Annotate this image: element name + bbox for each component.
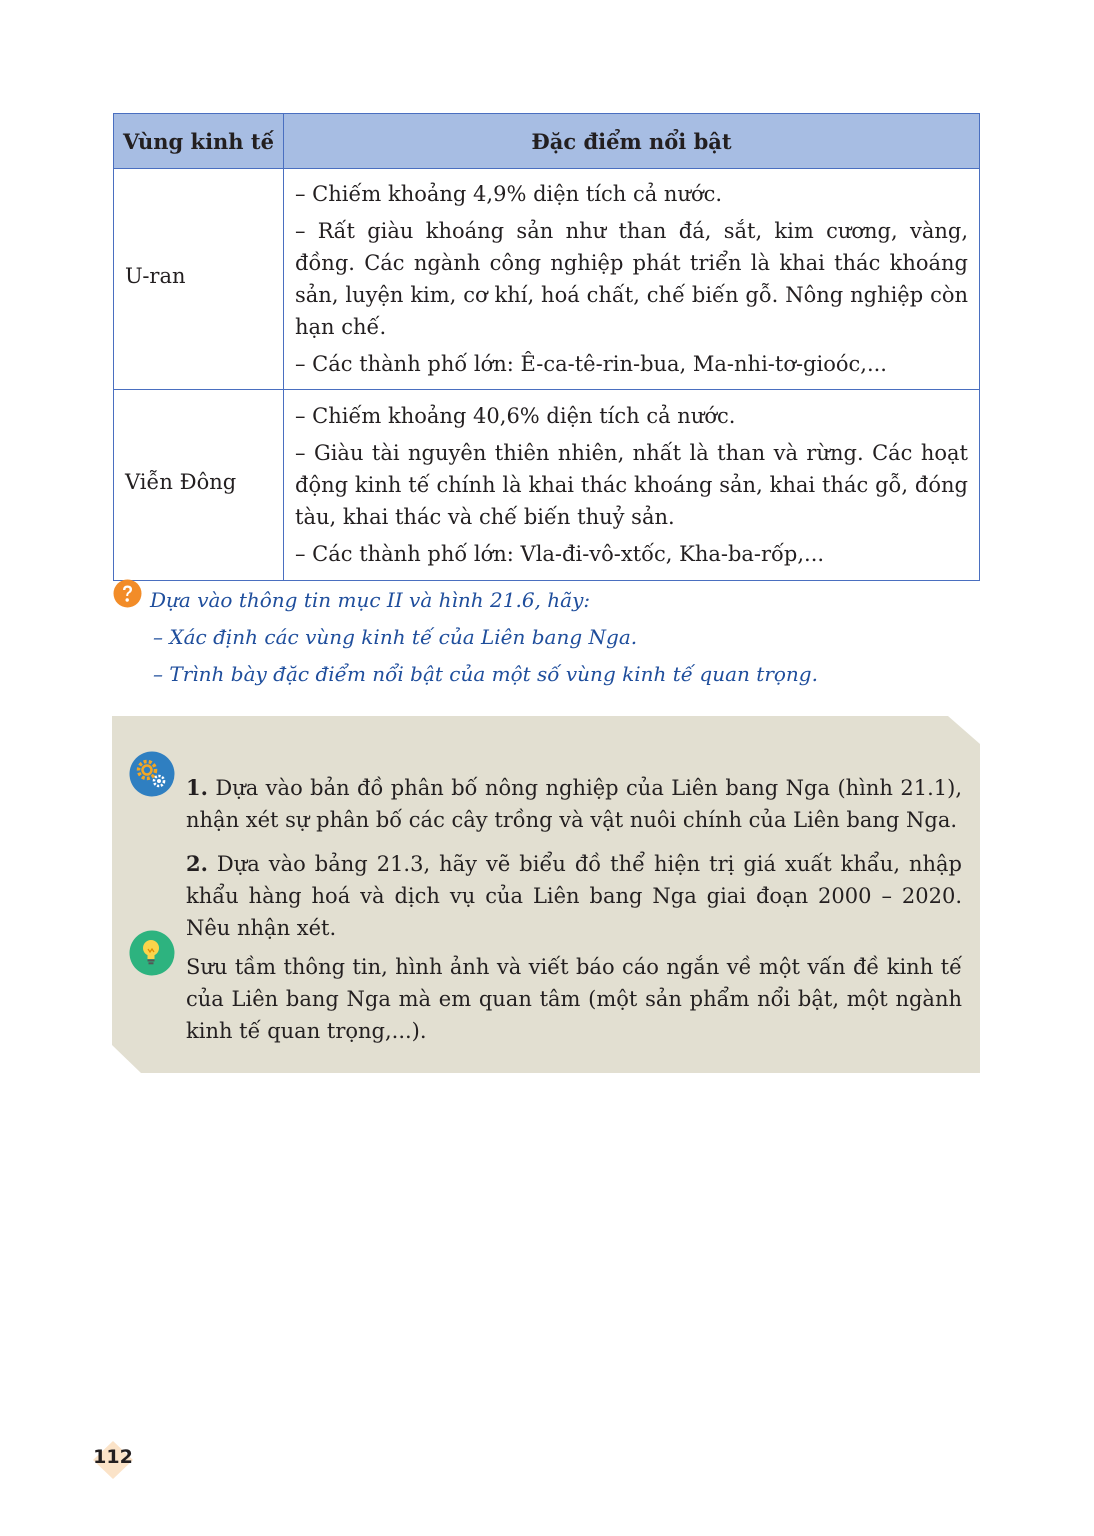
task-2-text: Dựa vào bảng 21.3, hãy vẽ biểu đồ thể hiện trị giá xuất khẩu, nhập khẩu hàng hoá và dịch vụ của Liên bang Nga giai đoạn 2000 – 2020. Nêu nhận xét.	[186, 852, 962, 940]
feature-line: – Chiếm khoảng 40,6% diện tích cả nước.	[295, 404, 736, 428]
region-features	[284, 390, 980, 581]
region-name: U-ran	[114, 169, 284, 390]
task-1-text: Dựa vào bản đồ phân bố nông nghiệp của Liên bang Nga (hình 21.1), nhận xét sự phân bố các cây trồng và vật nuôi chính của Liên bang Nga.	[186, 776, 962, 832]
region-features	[284, 169, 980, 390]
table-row	[114, 169, 980, 390]
table-row	[114, 390, 980, 581]
feature-line: – Các thành phố lớn: Vla-đi-vô-xtốc, Kha-ba-rốp,...	[295, 542, 825, 566]
page-number: 112	[93, 1446, 133, 1468]
feature-line: – Giàu tài nguyên thiên nhiên, nhất là than và rừng. Các hoạt động kinh tế chính là khai thác khoáng sản, khai thác gỗ, đóng tàu, khai thác và chế biến thuỷ sản.	[295, 441, 968, 529]
task-2-number: 2.	[186, 851, 208, 876]
gear-icon	[129, 751, 175, 797]
feature-line: – Rất giàu khoáng sản như than đá, sắt, kim cương, vàng, đồng. Các ngành công nghiệp phát triển là khai thác khoáng sản, luyện kim, cơ khí, hoá chất, chế biến gỗ. Nông nghiệp còn hạn chế.	[295, 219, 968, 339]
lightbulb-icon	[129, 930, 175, 976]
feature-line: – Các thành phố lớn: Ê-ca-tê-rin-bua, Ma-nhi-tơ-gioóc,...	[295, 352, 887, 376]
task-2	[186, 848, 962, 944]
task-3: Sưu tầm thông tin, hình ảnh và viết báo cáo ngắn về một vấn đề kinh tế của Liên bang Nga mà em quan tâm (một sản phẩm nổi bật, một ngành kinh tế quan trọng,...).	[186, 955, 962, 1043]
question-item: – Trình bày đặc điểm nổi bật của một số vùng kinh tế quan trọng.	[153, 662, 818, 686]
header-features: Đặc điểm nổi bật	[284, 114, 980, 169]
table-header-row	[114, 114, 980, 169]
feature-line: – Chiếm khoảng 4,9% diện tích cả nước.	[295, 182, 723, 206]
region-name: Viễn Đông	[114, 390, 284, 581]
question-block	[150, 584, 970, 695]
task-1	[186, 772, 962, 836]
task-1-number: 1.	[186, 775, 208, 800]
header-region: Vùng kinh tế	[114, 114, 284, 169]
question-icon	[113, 579, 142, 608]
economic-regions-table	[113, 113, 980, 581]
question-intro: Dựa vào thông tin mục II và hình 21.6, hãy:	[150, 588, 591, 612]
question-item: – Xác định các vùng kinh tế của Liên bang Nga.	[153, 625, 638, 649]
